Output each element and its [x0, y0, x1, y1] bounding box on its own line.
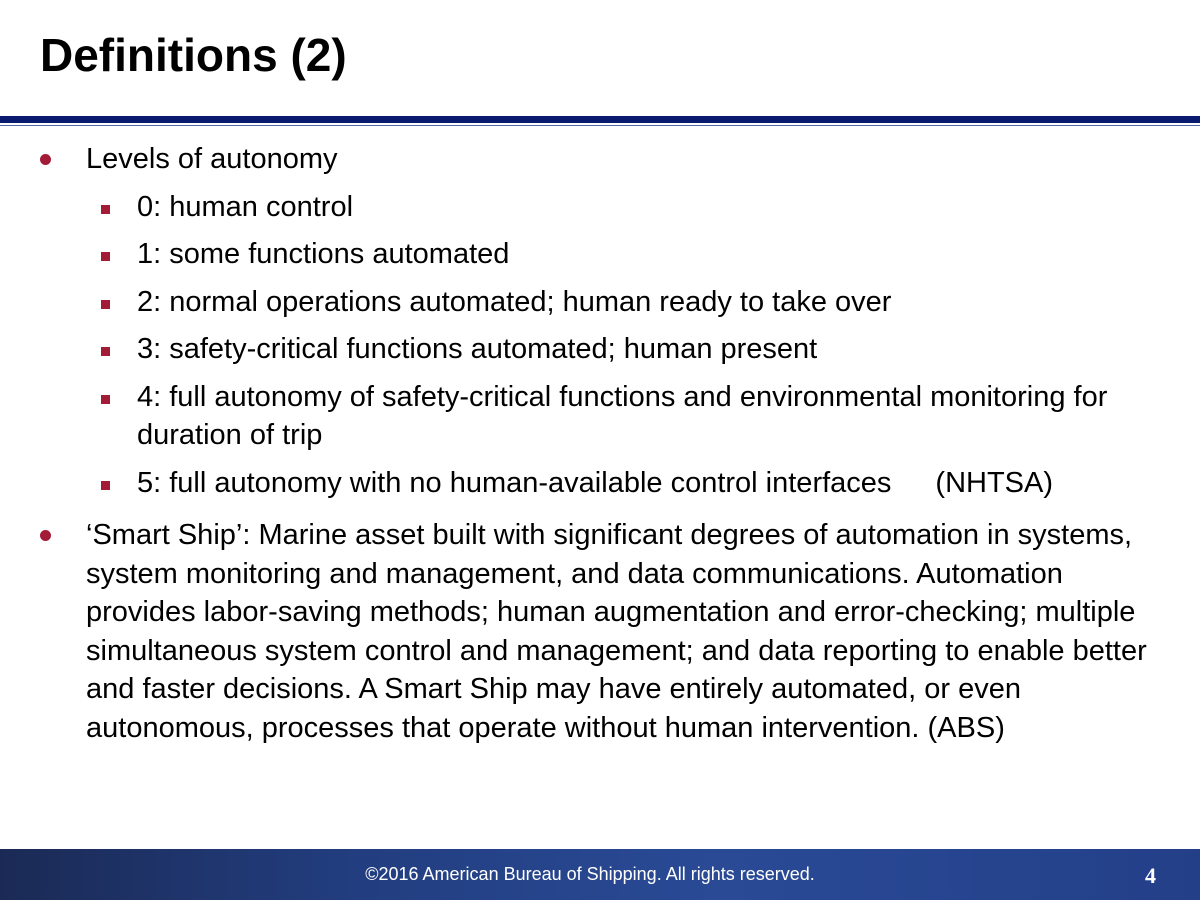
- bullet-smart-ship-definition: [0, 516, 1200, 747]
- title-divider: [0, 116, 1200, 123]
- round-bullet-icon: [40, 530, 51, 541]
- bullet-text: Levels of autonomy: [86, 143, 338, 175]
- sub-bullet-level-4: [0, 378, 1200, 455]
- slide-content: [0, 140, 1200, 747]
- page-number: 4: [1145, 863, 1156, 888]
- copyright-text: ©2016 American Bureau of Shipping. All rights reserved.: [365, 864, 815, 884]
- slide-title: Definitions (2): [40, 29, 347, 81]
- sub-bullet-level-0: [0, 188, 1200, 227]
- title-divider-thin: [0, 125, 1200, 126]
- footer-bar: [0, 849, 1200, 900]
- square-bullet-icon: [101, 347, 110, 356]
- square-bullet-icon: [101, 300, 110, 309]
- sub-bullet-text: 2: normal operations automated; human ready to take over: [137, 285, 892, 318]
- bullet-text: ‘Smart Ship’: Marine asset built with significant degrees of automation in systems, system monitoring and management, and data communications. Automation provides labor-saving methods; human augmentation and error-checking; multiple simultaneous system control and management; and data reporting to enable better and faster decisions. A Smart Ship may have entirely automated, or even autonomous, processes that operate without human intervention. (ABS): [86, 519, 1147, 744]
- square-bullet-icon: [101, 205, 110, 214]
- round-bullet-icon: [40, 154, 51, 165]
- square-bullet-icon: [101, 395, 110, 404]
- square-bullet-icon: [101, 252, 110, 261]
- sub-bullet-text: 0: human control: [137, 190, 354, 223]
- square-bullet-icon: [101, 481, 110, 490]
- sub-bullet-level-3: [0, 330, 1200, 369]
- source-citation: (NHTSA): [935, 466, 1054, 499]
- sub-bullet-level-1: [0, 235, 1200, 274]
- bullet-levels-of-autonomy: [0, 140, 1200, 179]
- sub-bullet-text: 1: some functions automated: [137, 238, 510, 270]
- sub-bullet-level-2: [0, 283, 1200, 322]
- sub-bullet-text: 5: full autonomy with no human-available control interfaces: [137, 466, 892, 499]
- sub-bullet-text: 4: full autonomy of safety-critical functions and environmental monitoring for duration of trip: [137, 380, 1108, 451]
- sub-bullet-text: 3: safety-critical functions automated; human present: [137, 333, 818, 365]
- sub-bullet-level-5: [0, 464, 1200, 503]
